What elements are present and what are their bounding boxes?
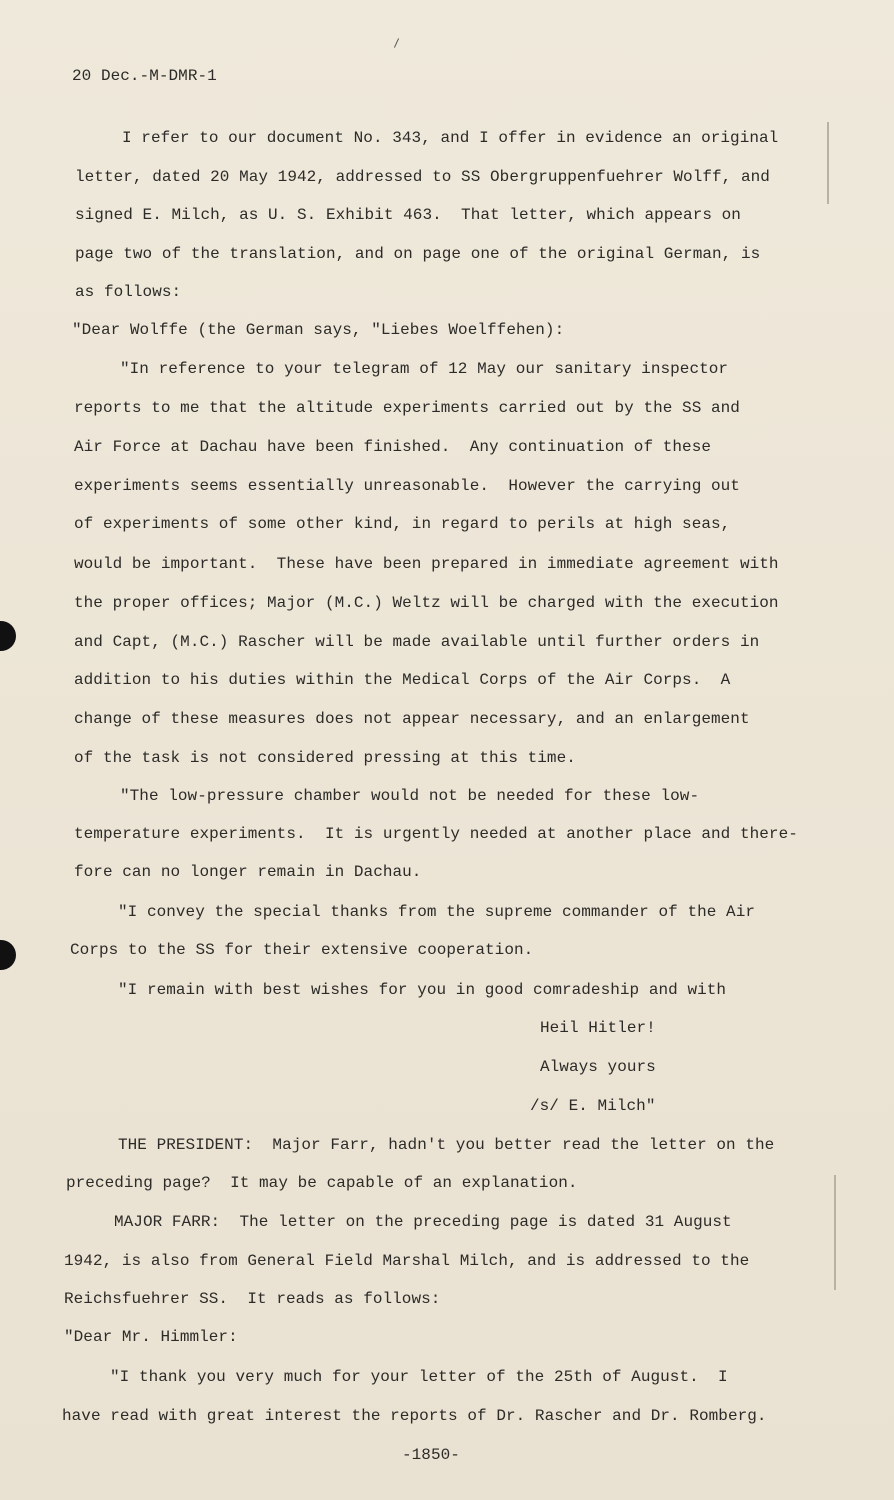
- text-line: 1942, is also from General Field Marshal Milch, and is addressed to the: [64, 1252, 750, 1270]
- text-line: "I convey the special thanks from the supreme commander of the Air: [118, 903, 756, 921]
- text-line: "In reference to your telegram of 12 May our sanitary inspector: [120, 360, 729, 378]
- text-line: Air Force at Dachau have been finished. Any continuation of these: [74, 438, 712, 456]
- text-line: Reichsfuehrer SS. It reads as follows:: [64, 1290, 441, 1308]
- punch-hole: [0, 940, 16, 970]
- signature-line: /s/ E. Milch": [530, 1097, 656, 1115]
- text-line: "The low-pressure chamber would not be needed for these low-: [120, 787, 700, 805]
- text-line: experiments seems essentially unreasonable. However the carrying out: [74, 477, 740, 495]
- text-line: preceding page? It may be capable of an explanation.: [66, 1174, 578, 1192]
- text-line: and Capt, (M.C.) Rascher will be made available until further orders in: [74, 633, 760, 651]
- text-line: change of these measures does not appear necessary, and an enlargement: [74, 710, 750, 728]
- text-line: addition to his duties within the Medical Corps of the Air Corps. A: [74, 671, 731, 689]
- text-line: page two of the translation, and on page one of the original German, is: [75, 245, 761, 263]
- page-number: -1850-: [402, 1446, 460, 1464]
- text-line: have read with great interest the reports of Dr. Rascher and Dr. Romberg.: [62, 1407, 767, 1425]
- text-line: of experiments of some other kind, in regard to perils at high seas,: [74, 515, 731, 533]
- text-line: letter, dated 20 May 1942, addressed to SS Obergruppenfuehrer Wolff, and: [75, 168, 770, 186]
- text-line: THE PRESIDENT: Major Farr, hadn't you better read the letter on the: [118, 1136, 775, 1154]
- text-line: Corps to the SS for their extensive cooperation.: [70, 941, 534, 959]
- text-line: "I remain with best wishes for you in good comradeship and with: [118, 981, 727, 999]
- margin-line: [827, 122, 829, 204]
- text-line: the proper offices; Major (M.C.) Weltz will be charged with the execution: [74, 594, 779, 612]
- document-header: 20 Dec.-M-DMR-1: [72, 67, 217, 85]
- text-line: fore can no longer remain in Dachau.: [74, 863, 422, 881]
- text-line: as follows:: [75, 283, 182, 301]
- pen-mark: [394, 38, 399, 47]
- margin-line: [834, 1175, 836, 1290]
- text-line: MAJOR FARR: The letter on the preceding page is dated 31 August: [114, 1213, 732, 1231]
- text-line: reports to me that the altitude experiments carried out by the SS and: [74, 399, 740, 417]
- punch-hole: [0, 621, 16, 651]
- text-line: temperature experiments. It is urgently needed at another place and there-: [74, 825, 798, 843]
- text-line: signed E. Milch, as U. S. Exhibit 463. That letter, which appears on: [75, 206, 741, 224]
- closing-line: Heil Hitler!: [540, 1019, 656, 1037]
- text-line: of the task is not considered pressing at this time.: [74, 749, 576, 767]
- text-line: would be important. These have been prepared in immediate agreement with: [74, 555, 779, 573]
- salutation: "Dear Mr. Himmler:: [64, 1328, 238, 1346]
- closing-line: Always yours: [540, 1058, 656, 1076]
- text-line: I refer to our document No. 343, and I offer in evidence an original: [122, 129, 779, 147]
- salutation: "Dear Wolffe (the German says, "Liebes Woelffehen):: [72, 321, 565, 339]
- text-line: "I thank you very much for your letter of the 25th of August. I: [110, 1368, 728, 1386]
